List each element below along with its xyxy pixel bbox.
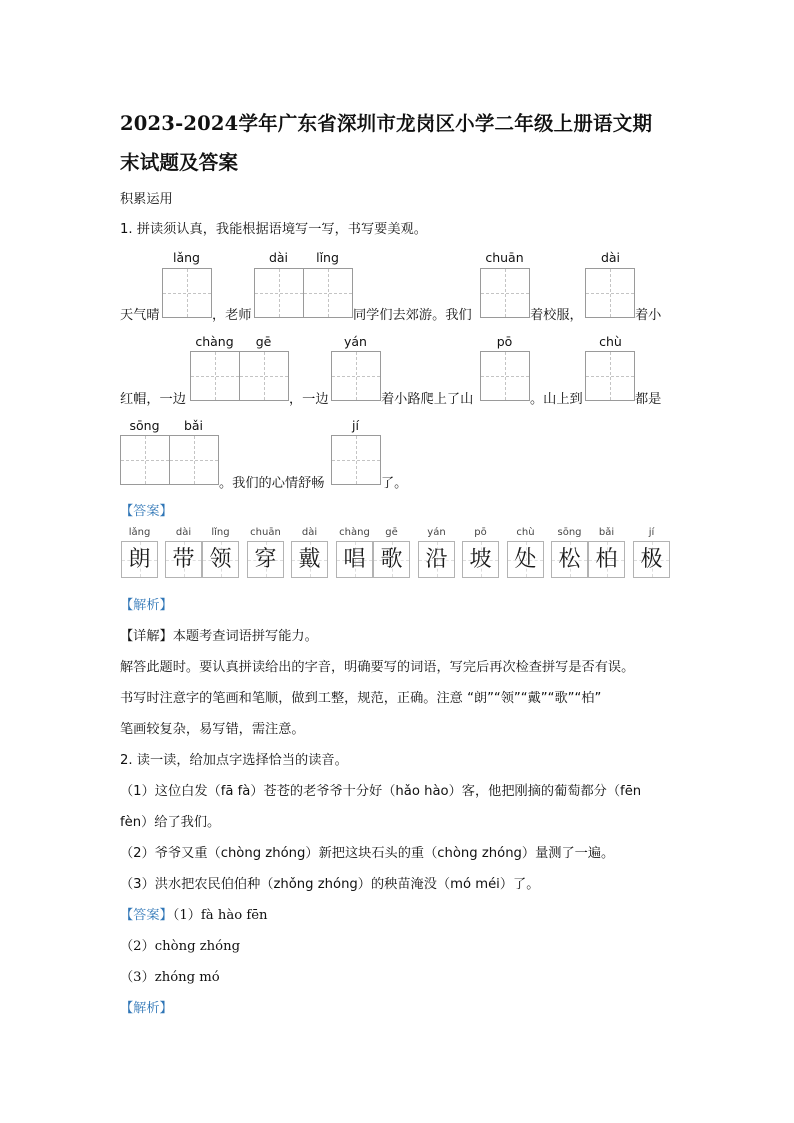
question-2-sentence: （2）爷爷又重（chòng zhóng）新把这块石头的重（chòng zhóng）量测了一遍。	[120, 846, 615, 861]
question-2-sentence: fèn）给了我们。	[120, 815, 221, 830]
sentence-text: 了。	[381, 476, 408, 491]
question-2-answer	[120, 904, 268, 923]
answer-char-box: 带	[165, 541, 202, 578]
answer-pinyin: gē	[385, 527, 398, 538]
writing-box[interactable]	[480, 351, 530, 401]
analysis-label: 【解析】	[120, 1001, 173, 1016]
answer-char-box: 穿	[247, 541, 284, 578]
answer-label: 【答案】	[120, 908, 173, 923]
pinyin-po: pō	[496, 334, 513, 349]
writing-box[interactable]	[331, 435, 381, 485]
pinyin-yan: yán	[344, 334, 367, 349]
pinyin-chu: chù	[599, 334, 622, 349]
answer-pinyin: bǎi	[598, 527, 615, 538]
sentence-text: 。我们的心情舒畅	[219, 476, 325, 491]
pinyin-chang: chàng	[195, 334, 234, 349]
sentence-text: 同学们去郊游。我们	[353, 308, 472, 323]
pinyin-chuan: chuān	[485, 250, 524, 265]
answer-pinyin: jí	[648, 527, 655, 538]
doc-title-line1: 2023-2024学年广东省深圳市龙岗区小学二年级上册语文期	[120, 112, 653, 135]
answer-char-box: 极	[633, 541, 670, 578]
writing-box[interactable]	[169, 435, 219, 485]
writing-box[interactable]	[303, 268, 353, 318]
answer-pinyin: chù	[516, 527, 535, 538]
explanation-line: 书写时注意字的笔画和笔顺，做到工整，规范，正确。注意 “朗”“领”“戴”“歌”“柏”	[120, 691, 602, 706]
answer-pinyin: lǎng	[128, 527, 151, 538]
detail-text: 【详解】本题考查词语拼写能力。	[120, 629, 318, 644]
sentence-text: 天气晴	[120, 308, 160, 323]
answer-pinyin: lǐng	[211, 527, 230, 538]
answer-pinyin: dài	[175, 527, 192, 538]
question-2-sentence: （3）洪水把农民伯伯种（zhǒng zhóng）的秧苗淹没（mó méi）了。	[120, 877, 540, 892]
answer-pinyin: yán	[427, 527, 446, 538]
sentence-text: 着小路爬上了山	[381, 392, 474, 407]
answer-char-box: 朗	[121, 541, 158, 578]
sentence-text: 。山上到	[530, 392, 583, 407]
writing-box[interactable]	[120, 435, 170, 485]
pinyin-song: sōng	[129, 418, 160, 433]
pinyin-lang: lǎng	[173, 250, 200, 265]
explanation-line: 笔画较复杂，易写错，需注意。	[120, 722, 305, 737]
answer-char-box: 歌	[373, 541, 410, 578]
question-1-prompt: 1. 拼读须认真，我能根据语境写一写，书写要美观。	[120, 222, 427, 237]
writing-box[interactable]	[190, 351, 240, 401]
writing-box[interactable]	[585, 268, 635, 318]
answer-text: （2）chòng zhóng	[120, 939, 241, 954]
answer-pinyin: chuān	[250, 527, 281, 538]
explanation-line: 解答此题时。要认真拼读给出的字音，明确要写的词语，写完后再次检查拼写是否有误。	[120, 660, 635, 675]
section-heading: 积累运用	[120, 192, 173, 207]
answer-text: （1）fà hào fēn	[172, 908, 268, 923]
answer-char-box: 戴	[291, 541, 328, 578]
pinyin-ling: lǐng	[316, 250, 339, 265]
answer-char-box: 松	[551, 541, 588, 578]
answer-text: （3）zhóng mó	[120, 970, 220, 985]
answer-char-box: 坡	[462, 541, 499, 578]
writing-box[interactable]	[585, 351, 635, 401]
answer-char-box: 处	[507, 541, 544, 578]
answer-pinyin: pō	[474, 527, 487, 538]
answer-char-box: 唱	[336, 541, 373, 578]
sentence-text: 着校服，	[530, 308, 583, 323]
writing-box[interactable]	[331, 351, 381, 401]
analysis-label: 【解析】	[120, 598, 173, 613]
pinyin-dai2: dài	[600, 250, 621, 265]
answer-char-box: 领	[202, 541, 239, 578]
sentence-text: ，一边	[289, 392, 329, 407]
sentence-text: 着小	[635, 308, 662, 323]
sentence-text: 红帽，一边	[120, 392, 186, 407]
answer-pinyin: chàng	[339, 527, 370, 538]
question-2-prompt: 2. 读一读，给加点字选择恰当的读音。	[120, 753, 348, 768]
writing-box[interactable]	[239, 351, 289, 401]
sentence-text: ，老师	[212, 308, 252, 323]
question-2-sentence: （1）这位白发（fā fà）苍苍的老爷爷十分好（hǎo hào）客，他把刚摘的葡萄都分（fēn	[120, 784, 642, 799]
sentence-text: 都是	[635, 392, 662, 407]
writing-box[interactable]	[254, 268, 304, 318]
answer-char-box: 沿	[418, 541, 455, 578]
answer-char-box: 柏	[588, 541, 625, 578]
writing-box[interactable]	[480, 268, 530, 318]
pinyin-bai: bǎi	[183, 418, 204, 433]
pinyin-ji: jí	[352, 418, 359, 433]
pinyin-dai: dài	[268, 250, 289, 265]
answer-label: 【答案】	[120, 504, 173, 519]
doc-title-line2: 末试题及答案	[120, 151, 239, 174]
answer-pinyin: sōng	[557, 527, 582, 538]
pinyin-ge: gē	[255, 334, 272, 349]
answer-pinyin: dài	[301, 527, 318, 538]
writing-box[interactable]	[162, 268, 212, 318]
